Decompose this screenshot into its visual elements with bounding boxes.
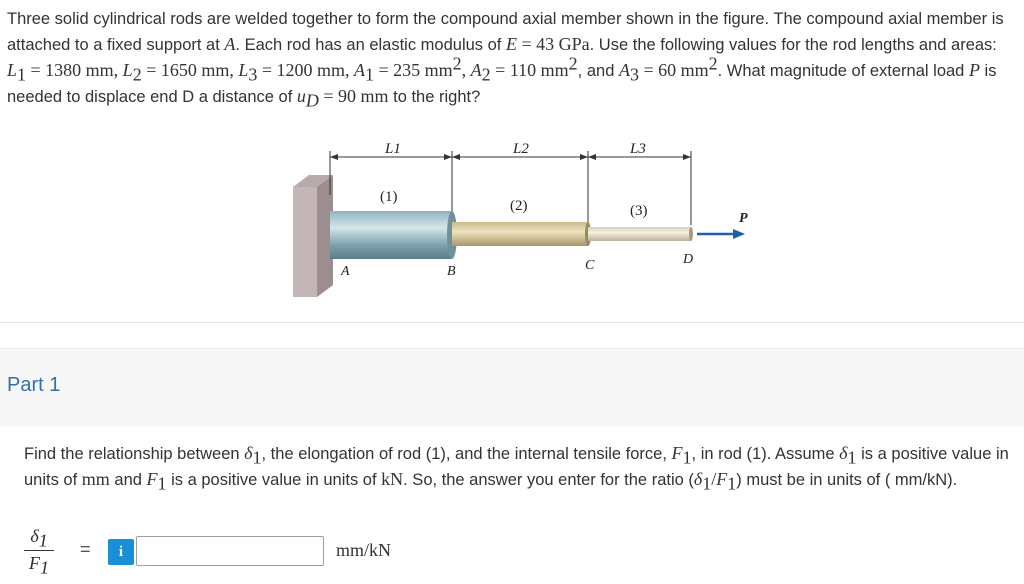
area-symbol: A (354, 60, 366, 80)
length-symbol: L (238, 60, 249, 80)
unit-kn: kN (381, 469, 404, 489)
problem-text: . What magnitude of external load (717, 62, 969, 80)
question-text (24, 441, 1014, 493)
problem-text: to the right? (388, 88, 481, 106)
rod-2 (452, 222, 588, 246)
length-value: = 1200 mm, (257, 60, 355, 80)
force-symbol: F (146, 469, 158, 489)
dimension-arrowhead (330, 154, 338, 160)
area-symbol: A (470, 60, 482, 80)
question-fragment: . So, the answer you enter for the ratio ( (403, 471, 694, 489)
problem-statement (7, 7, 1019, 110)
denominator-subscript: 1 (40, 557, 49, 578)
dimension-arrowhead (580, 154, 588, 160)
question-fragment: , the elongation of rod (1), and the internal tensile force, (261, 445, 672, 463)
fraction-denominator (24, 553, 54, 578)
problem-text: is needed to displace end D a distance of (7, 62, 997, 106)
answer-row (24, 526, 624, 578)
force-symbol: F (671, 443, 683, 463)
equals-sign: = (80, 539, 91, 559)
area-subscript: 3 (629, 64, 639, 85)
part-header-band (0, 348, 1024, 427)
rod-label-3: (3) (630, 203, 648, 219)
question-fragment: , in rod (1). Assume (691, 445, 840, 463)
ratio-delta-subscript: 1 (702, 473, 712, 494)
problem-text: Three solid cylindrical rods are welded together to form the compound axial member shown in the figure. The compound axial member is attached to a fixed support at (7, 10, 1004, 54)
point-label-a: A (341, 264, 350, 279)
problem-text: , (461, 60, 471, 80)
ratio-fraction (24, 526, 54, 578)
length-label-1: L1 (385, 141, 401, 157)
point-label-d: D (683, 252, 694, 267)
answer-units: mm/kN (336, 540, 392, 560)
delta-symbol: δ (244, 443, 253, 463)
rod-label-1: (1) (380, 189, 398, 205)
length-symbol: L (7, 60, 18, 80)
delta-symbol: δ (839, 443, 848, 463)
dimension-arrowhead (588, 154, 596, 160)
compound-rod-figure (285, 135, 765, 305)
support-label: A (224, 34, 236, 54)
point-label-b: B (447, 264, 456, 279)
ratio-force-subscript: 1 (727, 473, 737, 494)
displacement-value: = 90 mm (318, 86, 389, 106)
area-value: = 235 mm (374, 60, 453, 80)
fraction-numerator (24, 526, 54, 551)
question-fragment: ) must be in units of ( mm/kN). (736, 471, 958, 489)
section-divider (0, 322, 1024, 323)
modulus-symbol: E (505, 34, 517, 54)
ratio-slash: / (711, 469, 717, 489)
displacement-symbol: u (296, 86, 306, 106)
length-value: = 1650 mm, (141, 60, 239, 80)
ratio-force: F (716, 469, 728, 489)
length-symbol: L (122, 60, 133, 80)
length-subscript: 3 (248, 64, 258, 85)
point-label-c: C (585, 258, 595, 273)
area-superscript: 2 (452, 53, 462, 74)
denominator-symbol: F (29, 553, 40, 573)
length-value: = 1380 mm, (26, 60, 123, 80)
rod-1 (330, 211, 452, 259)
area-subscript: 2 (481, 64, 491, 85)
modulus-value: = 43 GPa (516, 34, 590, 54)
length-subscript: 2 (132, 64, 142, 85)
area-superscript: 2 (568, 53, 578, 74)
rod-3-end (689, 227, 693, 241)
area-value: = 60 mm (638, 60, 709, 80)
area-superscript: 2 (708, 53, 718, 74)
numerator-symbol: δ (30, 526, 39, 546)
problem-text: . Each rod has an elastic modulus of (235, 36, 506, 54)
rod-diagram (285, 135, 765, 305)
answer-input[interactable] (136, 536, 324, 566)
problem-text: . Use the following values for the rod lengths and areas: (589, 36, 997, 54)
displacement-subscript: D (305, 90, 319, 111)
ratio-delta: δ (693, 469, 703, 489)
rod-label-2: (2) (510, 198, 528, 214)
dimension-arrowhead (452, 154, 460, 160)
dimension-arrowhead (444, 154, 452, 160)
length-label-3: L3 (630, 141, 646, 157)
load-label: P (739, 211, 748, 226)
question-fragment: Find the relationship between (24, 445, 245, 463)
force-subscript: 1 (682, 447, 692, 468)
load-arrowhead (733, 229, 745, 239)
area-symbol: A (618, 60, 630, 80)
numerator-subscript: 1 (38, 530, 48, 551)
fixed-support (293, 187, 317, 297)
area-subscript: 1 (365, 64, 375, 85)
rod-3 (588, 227, 691, 241)
area-value: = 110 mm (490, 60, 569, 80)
length-label-2: L2 (513, 141, 529, 157)
question-fragment: is a positive value in units of (166, 471, 382, 489)
load-symbol: P (968, 60, 980, 80)
length-subscript: 1 (17, 64, 27, 85)
problem-text: , and (577, 62, 619, 80)
force-subscript: 1 (157, 473, 167, 494)
info-icon[interactable]: i (108, 539, 134, 565)
unit-mm: mm (81, 469, 110, 489)
part-title: Part 1 (7, 374, 61, 396)
question-fragment: and (109, 471, 147, 489)
dimension-arrowhead (683, 154, 691, 160)
delta-subscript: 1 (252, 447, 262, 468)
delta-subscript: 1 (847, 447, 857, 468)
question-fragment: is a positive value in units of (24, 445, 1009, 489)
